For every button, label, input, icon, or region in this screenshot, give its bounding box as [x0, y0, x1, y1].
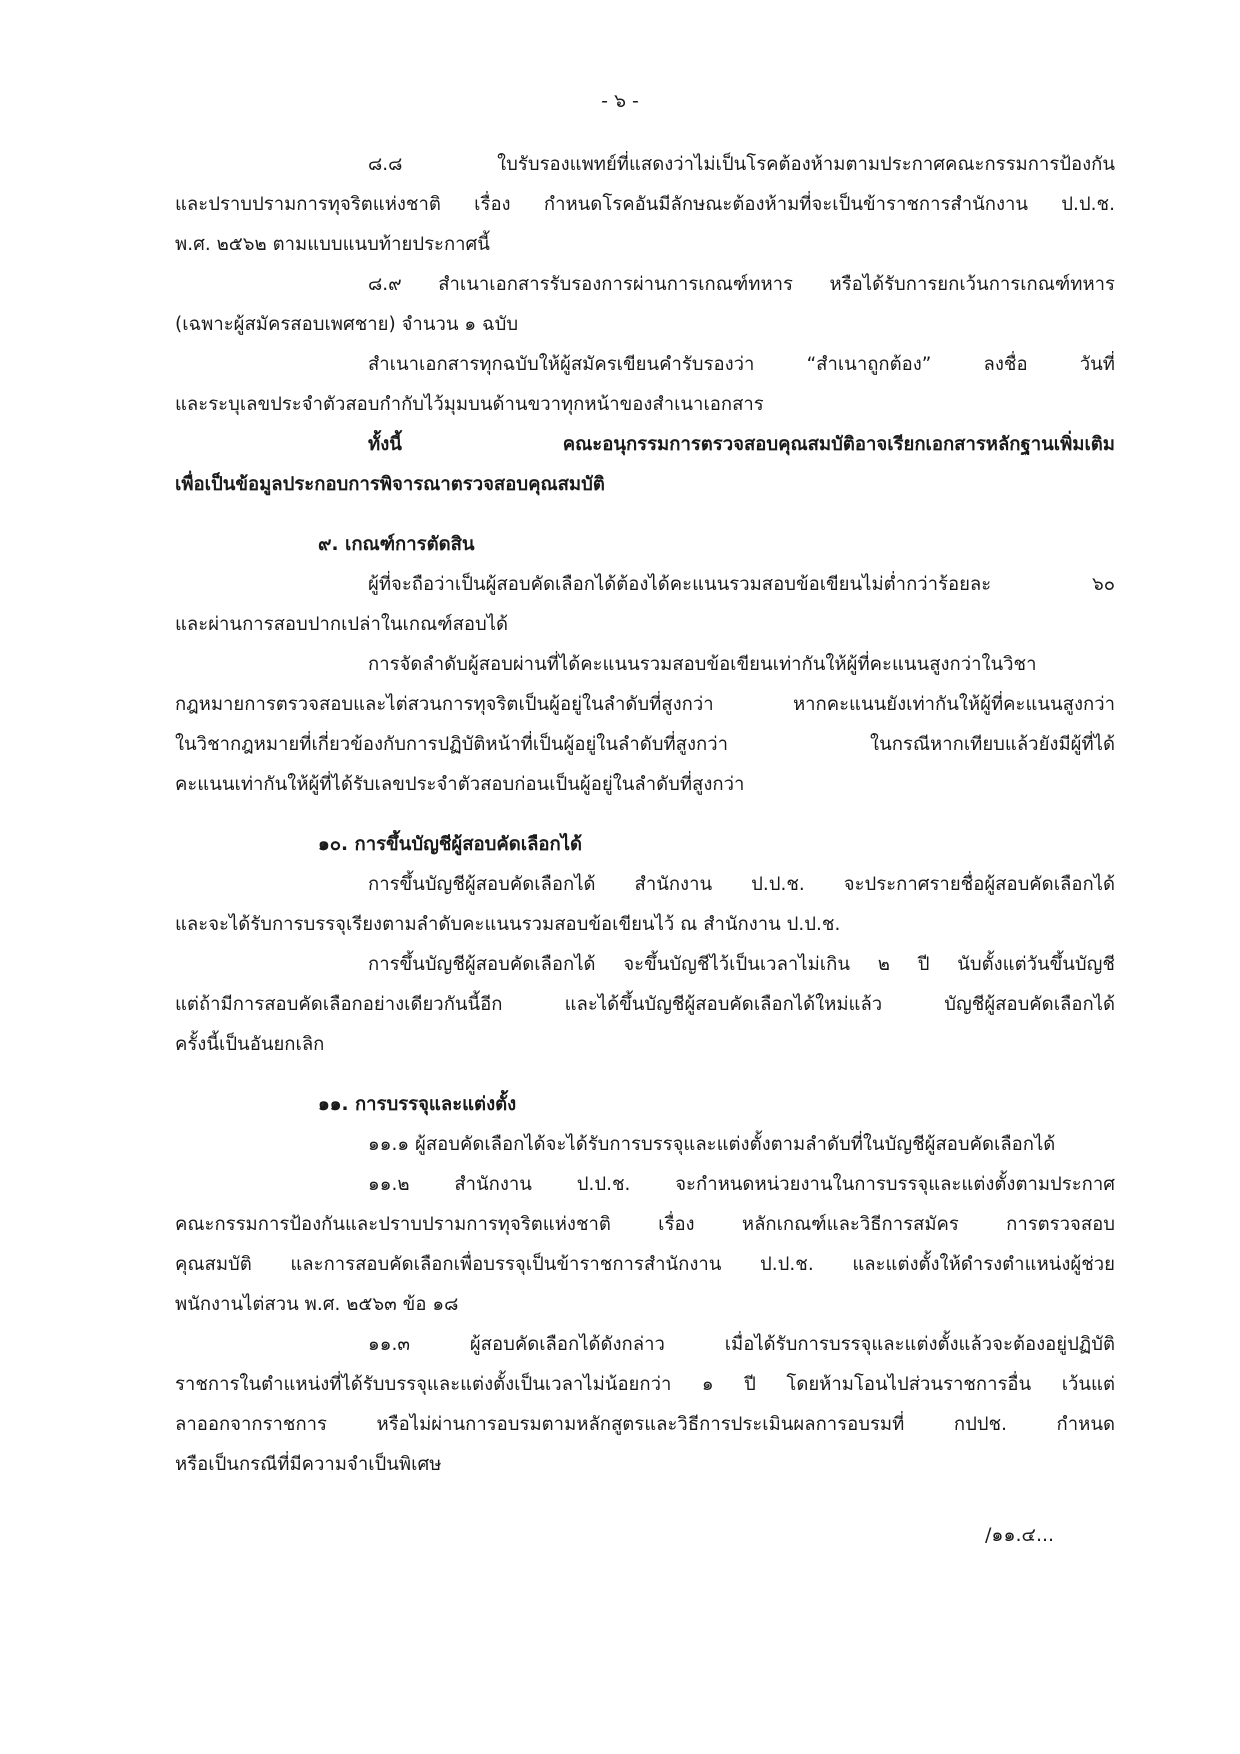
- paragraph-line: และระบุเลขประจำตัวสอบกำกับไว้มุมบนด้านขวาทุกหน้าของสำเนาเอกสาร: [175, 394, 764, 415]
- section-heading: ๑๑. การบรรจุและแต่งตั้ง: [318, 1094, 517, 1115]
- paragraph-line: คุณสมบัติ และการสอบคัดเลือกเพื่อบรรจุเป็นข้าราชการสำนักงาน ป.ป.ช. และแต่งตั้งให้ดำรงตำแหน่งผู้ช่วย: [175, 1254, 1115, 1275]
- paragraph-line: การขึ้นบัญชีผู้สอบคัดเลือกได้ สำนักงาน ป.ป.ช. จะประกาศรายชื่อผู้สอบคัดเลือกได้: [368, 874, 1115, 895]
- paragraph-line: กฎหมายการตรวจสอบและไต่สวนการทุจริตเป็นผู้อยู่ในลำดับที่สูงกว่า หากคะแนนยังเท่ากันให้ผู้ที่คะแนนสูงกว่า: [175, 694, 1115, 715]
- paragraph-line: และจะได้รับการบรรจุเรียงตามลำดับคะแนนรวมสอบข้อเขียนไว้ ณ สำนักงาน ป.ป.ช.: [175, 914, 841, 935]
- section-heading: ๙. เกณฑ์การตัดสิน: [318, 534, 475, 555]
- paragraph-line: พนักงานไต่สวน พ.ศ. ๒๕๖๓ ข้อ ๑๘: [175, 1294, 459, 1315]
- bold-note-line: ทั้งนี้ คณะอนุกรรมการตรวจสอบคุณสมบัติอาจเรียกเอกสารหลักฐานเพิ่มเติม: [368, 434, 1115, 455]
- paragraph-line: สำเนาเอกสารทุกฉบับให้ผู้สมัครเขียนคำรับรองว่า “สำเนาถูกต้อง” ลงชื่อ วันที่: [368, 354, 1115, 375]
- paragraph-line: ราชการในตำแหน่งที่ได้รับบรรจุและแต่งตั้งเป็นเวลาไม่น้อยกว่า ๑ ปี โดยห้ามโอนไปส่วนราชการอื่น เว้นแต่: [175, 1374, 1115, 1395]
- continuation-reference: /๑๑.๔...: [985, 1524, 1055, 1546]
- paragraph-line: การขึ้นบัญชีผู้สอบคัดเลือกได้ จะขึ้นบัญชีไว้เป็นเวลาไม่เกิน ๒ ปี นับตั้งแต่วันขึ้นบัญชี: [368, 954, 1115, 975]
- paragraph-line: ๘.๘ ใบรับรองแพทย์ที่แสดงว่าไม่เป็นโรคต้องห้ามตามประกาศคณะกรรมการป้องกัน: [368, 154, 1115, 175]
- paragraph-line: หรือเป็นกรณีที่มีความจำเป็นพิเศษ: [175, 1454, 442, 1475]
- paragraph-line: คณะกรรมการป้องกันและปราบปรามการทุจริตแห่งชาติ เรื่อง หลักเกณฑ์และวิธีการสมัคร การตรวจสอบ: [175, 1214, 1115, 1235]
- paragraph-line: ๑๑.๒ สำนักงาน ป.ป.ช. จะกำหนดหน่วยงานในการบรรจุและแต่งตั้งตามประกาศ: [368, 1174, 1115, 1195]
- bold-note-line: เพื่อเป็นข้อมูลประกอบการพิจารณาตรวจสอบคุณสมบัติ: [175, 474, 605, 495]
- page-number: - ๖ -: [601, 90, 639, 112]
- paragraph-line: ลาออกจากราชการ หรือไม่ผ่านการอบรมตามหลักสูตรและวิธีการประเมินผลการอบรมที่ กปปช. กำหนด: [175, 1414, 1115, 1435]
- paragraph-line: คะแนนเท่ากันให้ผู้ที่ได้รับเลขประจำตัวสอบก่อนเป็นผู้อยู่ในลำดับที่สูงกว่า: [175, 774, 745, 795]
- paragraph-line: (เฉพาะผู้สมัครสอบเพศชาย) จำนวน ๑ ฉบับ: [175, 314, 519, 335]
- paragraph-line: การจัดลำดับผู้สอบผ่านที่ได้คะแนนรวมสอบข้อเขียนเท่ากันให้ผู้ที่คะแนนสูงกว่าในวิชา: [368, 654, 1037, 675]
- paragraph-line: พ.ศ. ๒๕๖๒ ตามแบบแนบท้ายประกาศนี้: [175, 234, 490, 255]
- paragraph-line: ๘.๙ สำเนาเอกสารรับรองการผ่านการเกณฑ์ทหาร หรือได้รับการยกเว้นการเกณฑ์ทหาร: [368, 274, 1115, 295]
- paragraph-line: ๑๑.๓ ผู้สอบคัดเลือกได้ดังกล่าว เมื่อได้รับการบรรจุและแต่งตั้งแล้วจะต้องอยู่ปฏิบัติ: [368, 1334, 1115, 1355]
- paragraph-line: ๑๑.๑ ผู้สอบคัดเลือกได้จะได้รับการบรรจุและแต่งตั้งตามลำดับที่ในบัญชีผู้สอบคัดเลือกได้: [368, 1134, 1056, 1155]
- paragraph-line: และผ่านการสอบปากเปล่าในเกณฑ์สอบได้: [175, 614, 509, 635]
- paragraph-line: ในวิชากฎหมายที่เกี่ยวข้องกับการปฏิบัติหน้าที่เป็นผู้อยู่ในลำดับที่สูงกว่า ในกรณีหากเทียบแล้วยังมีผู้ที่ได้: [175, 734, 1115, 755]
- paragraph-line: ผู้ที่จะถือว่าเป็นผู้สอบคัดเลือกได้ต้องได้คะแนนรวมสอบข้อเขียนไม่ต่ำกว่าร้อยละ ๖๐: [368, 574, 1115, 595]
- paragraph-line: แต่ถ้ามีการสอบคัดเลือกอย่างเดียวกันนี้อีก และได้ขึ้นบัญชีผู้สอบคัดเลือกได้ใหม่แล้ว บัญชีผู้สอบคัดเลือกได้: [175, 994, 1115, 1015]
- paragraph-line: และปราบปรามการทุจริตแห่งชาติ เรื่อง กำหนดโรคอันมีลักษณะต้องห้ามที่จะเป็นข้าราชการสำนักงาน ป.ป.ช.: [175, 194, 1115, 215]
- section-heading: ๑๐. การขึ้นบัญชีผู้สอบคัดเลือกได้: [318, 834, 583, 855]
- paragraph-line: ครั้งนี้เป็นอันยกเลิก: [175, 1034, 325, 1055]
